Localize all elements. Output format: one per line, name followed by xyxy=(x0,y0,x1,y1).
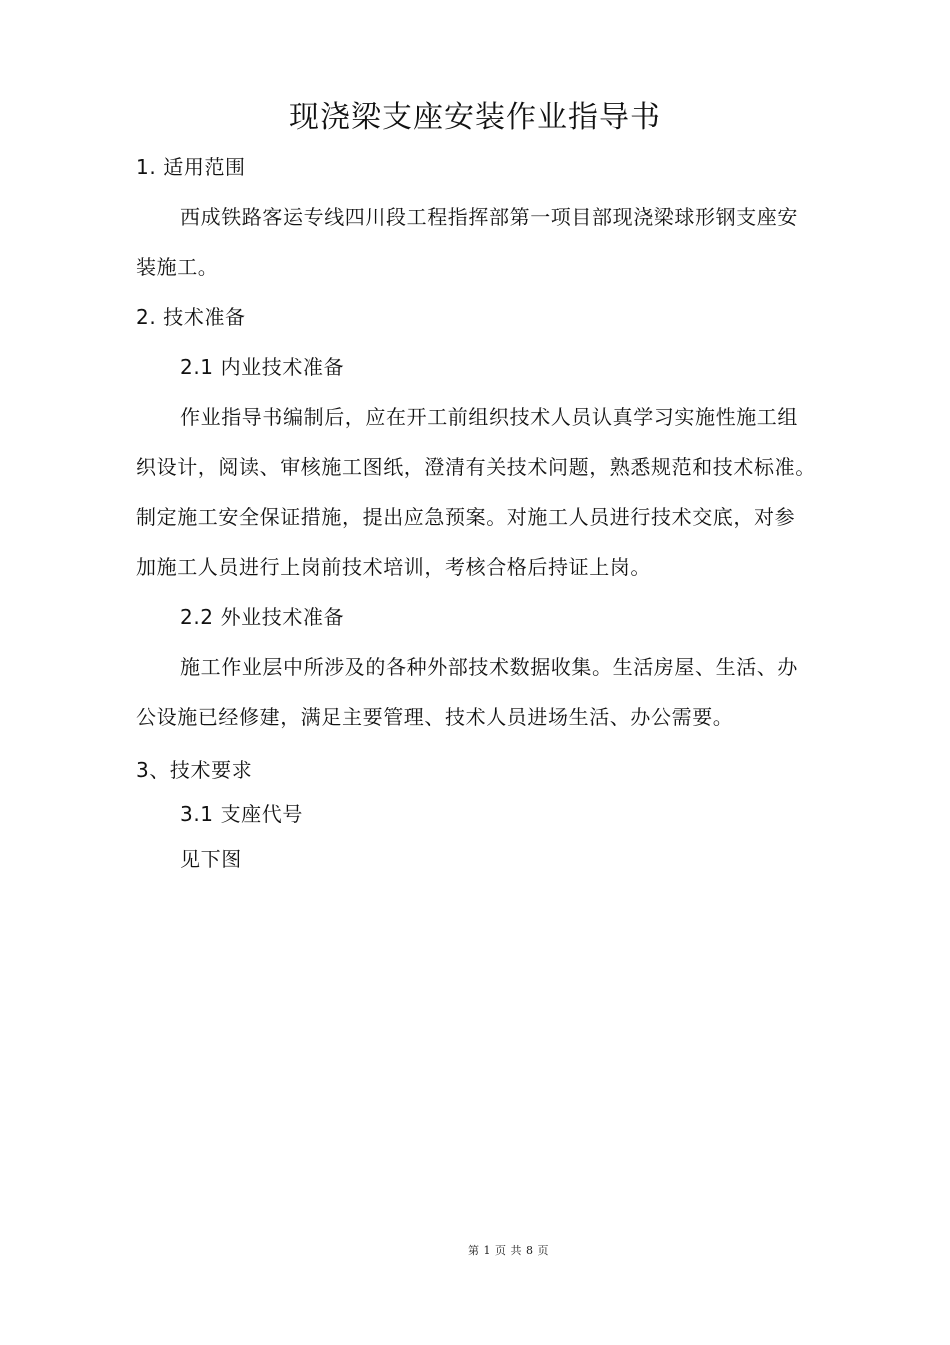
paragraph-line: 见下图 xyxy=(180,847,242,871)
paragraph-line: 施工作业层中所涉及的各种外部技术数据收集。生活房屋、生活、办 xyxy=(180,655,798,679)
paragraph-line: 装施工。 xyxy=(136,255,219,279)
section-heading-tech-prep: 2. 技术准备 xyxy=(136,305,246,329)
subsection-heading-internal-prep: 2.1 内业技术准备 xyxy=(180,355,345,379)
section-heading-scope: 1. 适用范围 xyxy=(136,155,246,179)
paragraph-line: 作业指导书编制后，应在开工前组织技术人员认真学习实施性施工组 xyxy=(180,405,798,429)
page-footer: 第 1 页 共 8 页 xyxy=(468,1244,549,1257)
paragraph-line: 织设计，阅读、审核施工图纸，澄清有关技术问题，熟悉规范和技术标准。 xyxy=(136,455,816,479)
subsection-heading-external-prep: 2.2 外业技术准备 xyxy=(180,605,345,629)
paragraph-line: 公设施已经修建，满足主要管理、技术人员进场生活、办公需要。 xyxy=(136,705,734,729)
document-title: 现浇梁支座安装作业指导书 xyxy=(289,100,661,135)
subsection-heading-bearing-code: 3.1 支座代号 xyxy=(180,802,303,826)
paragraph-line: 西成铁路客运专线四川段工程指挥部第一项目部现浇梁球形钢支座安 xyxy=(180,205,798,229)
paragraph-line: 加施工人员进行上岗前技术培训，考核合格后持证上岗。 xyxy=(136,555,651,579)
section-heading-tech-requirements: 3、技术要求 xyxy=(136,758,253,782)
paragraph-line: 制定施工安全保证措施，提出应急预案。对施工人员进行技术交底，对参 xyxy=(136,505,796,529)
